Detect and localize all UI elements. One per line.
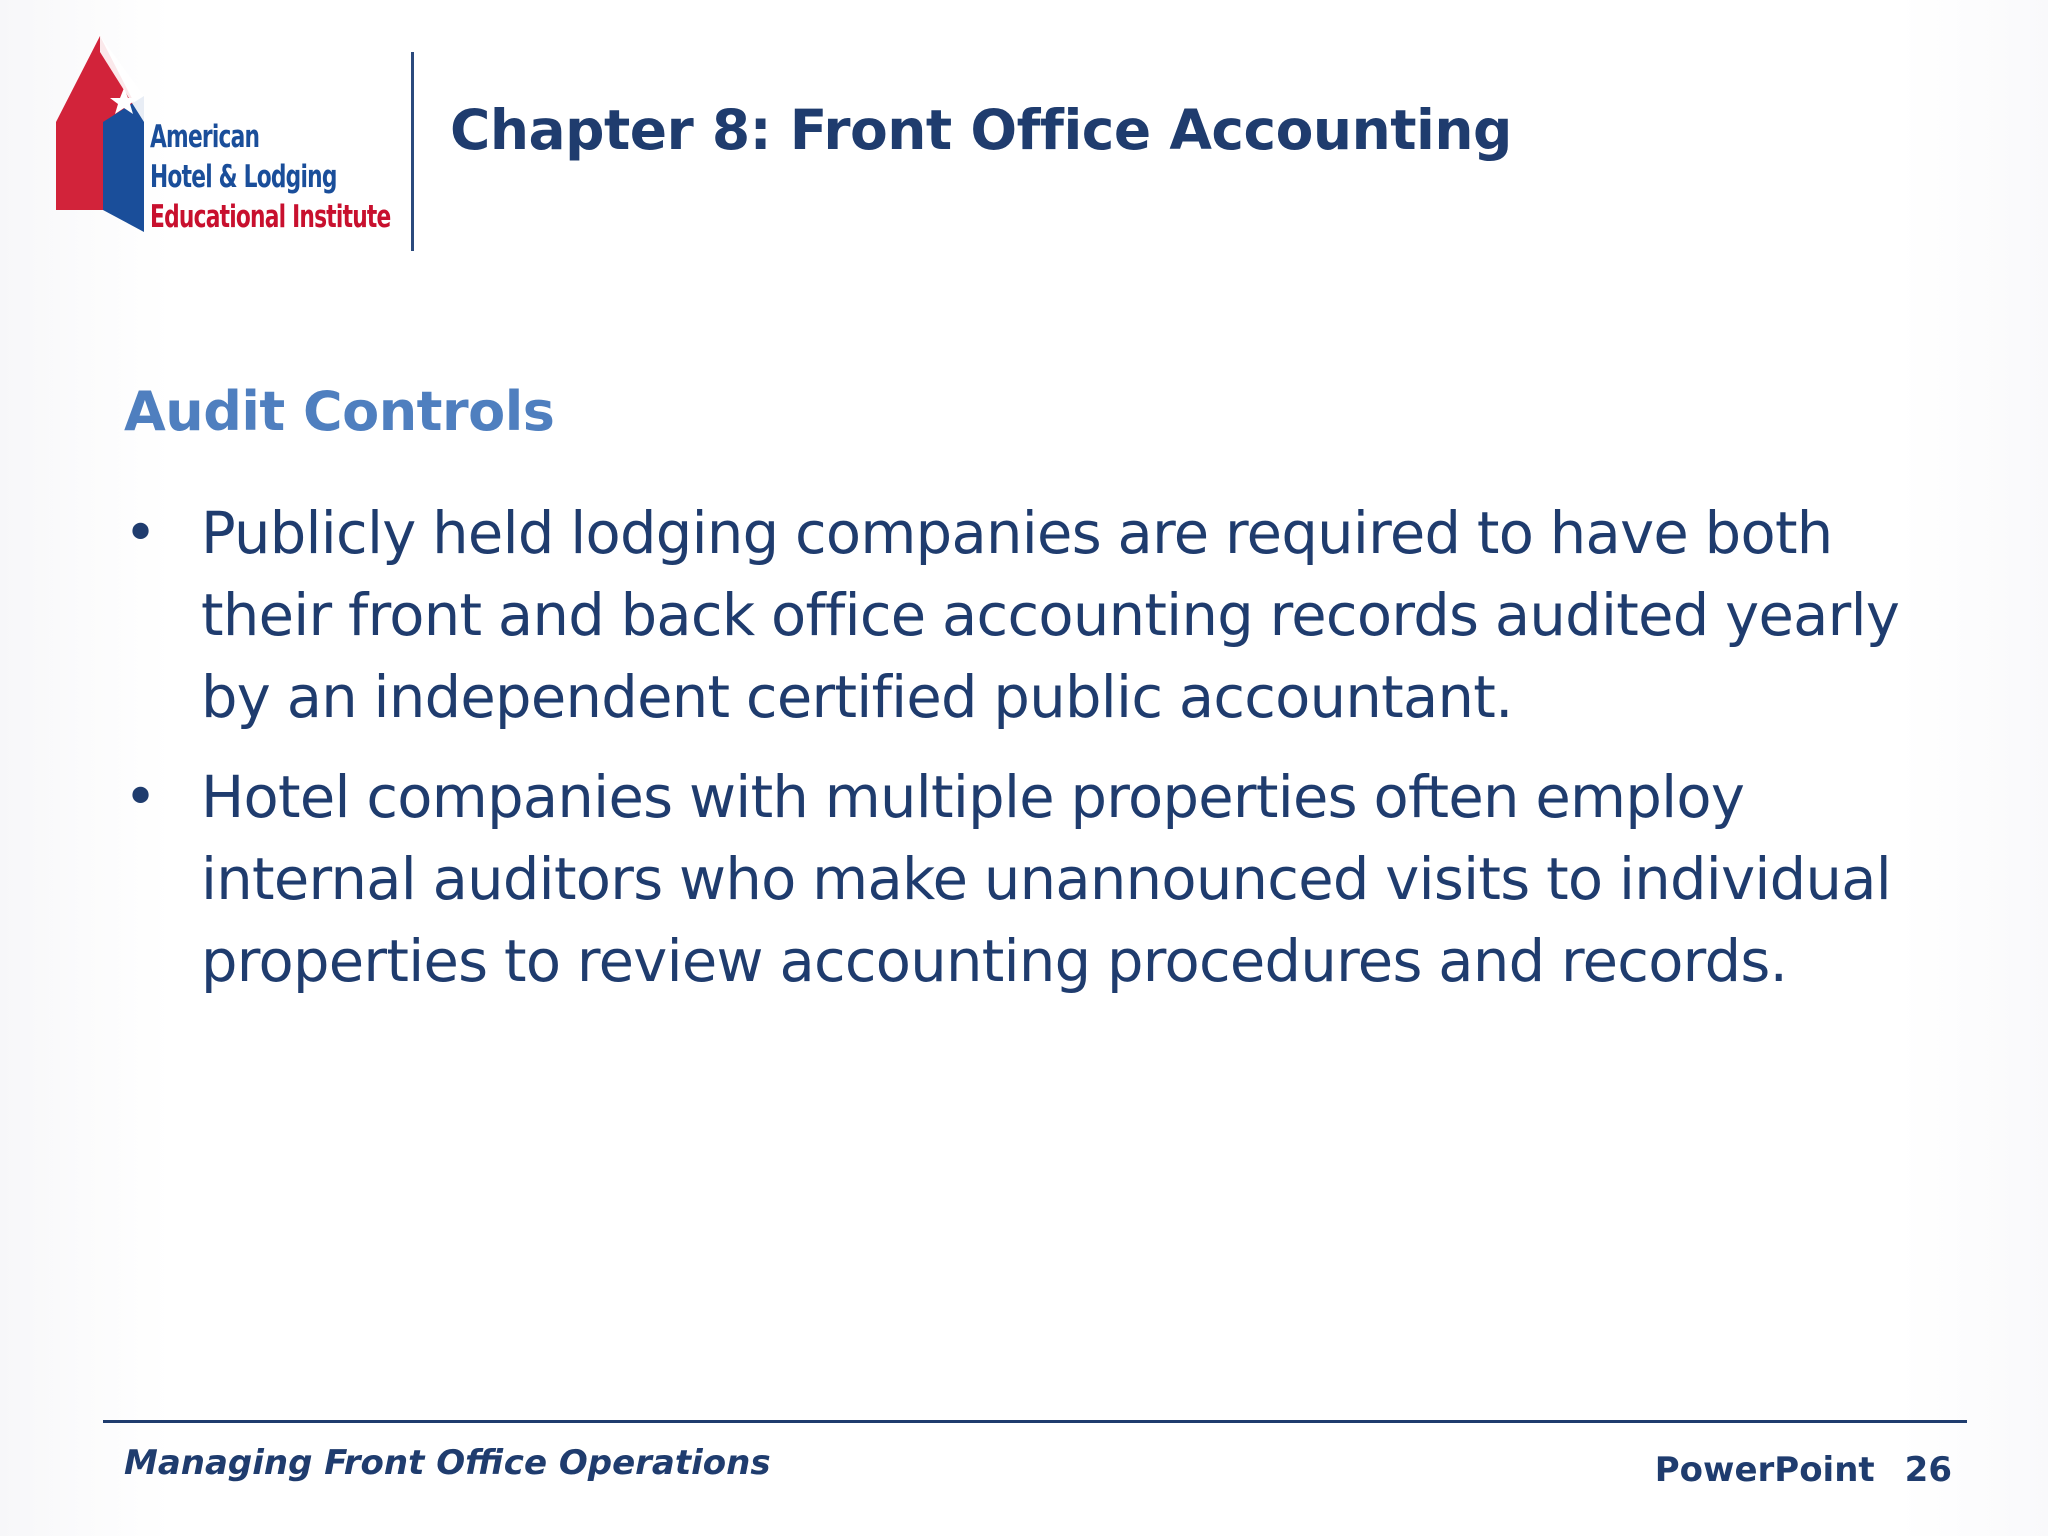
bullet-text: Hotel companies with multiple properties often employ internal auditors who make unannounced visits to individual properties to review accounting procedures and records. (201, 764, 1892, 995)
footer-format-label: PowerPoint (1654, 1450, 1875, 1490)
page-number: 26 (1904, 1450, 1952, 1490)
logo-line-american: American (150, 119, 260, 155)
bullet-list (124, 493, 1944, 1021)
logo-line-hotel-lodging: Hotel & Lodging (150, 159, 337, 195)
footer-rule (103, 1420, 1967, 1423)
bullet-item (124, 757, 1944, 1003)
section-heading: Audit Controls (124, 380, 555, 443)
bullet-dot-icon: • (124, 501, 158, 566)
bullet-item (124, 493, 1944, 739)
header-divider (411, 52, 414, 251)
bullet-dot-icon: • (124, 765, 158, 830)
chapter-title: Chapter 8: Front Office Accounting (450, 98, 1512, 162)
ahlei-logo (48, 32, 391, 252)
bullet-text: Publicly held lodging companies are required to have both their front and back office accounting records audited yearly by an independent certified public accountant. (201, 500, 1900, 731)
logo-wordmark (150, 117, 391, 237)
logo-line-educational-institute: Educational Institute (150, 199, 391, 235)
footer-course-title: Managing Front Office Operations (124, 1443, 771, 1483)
footer-right (1655, 1450, 1952, 1490)
